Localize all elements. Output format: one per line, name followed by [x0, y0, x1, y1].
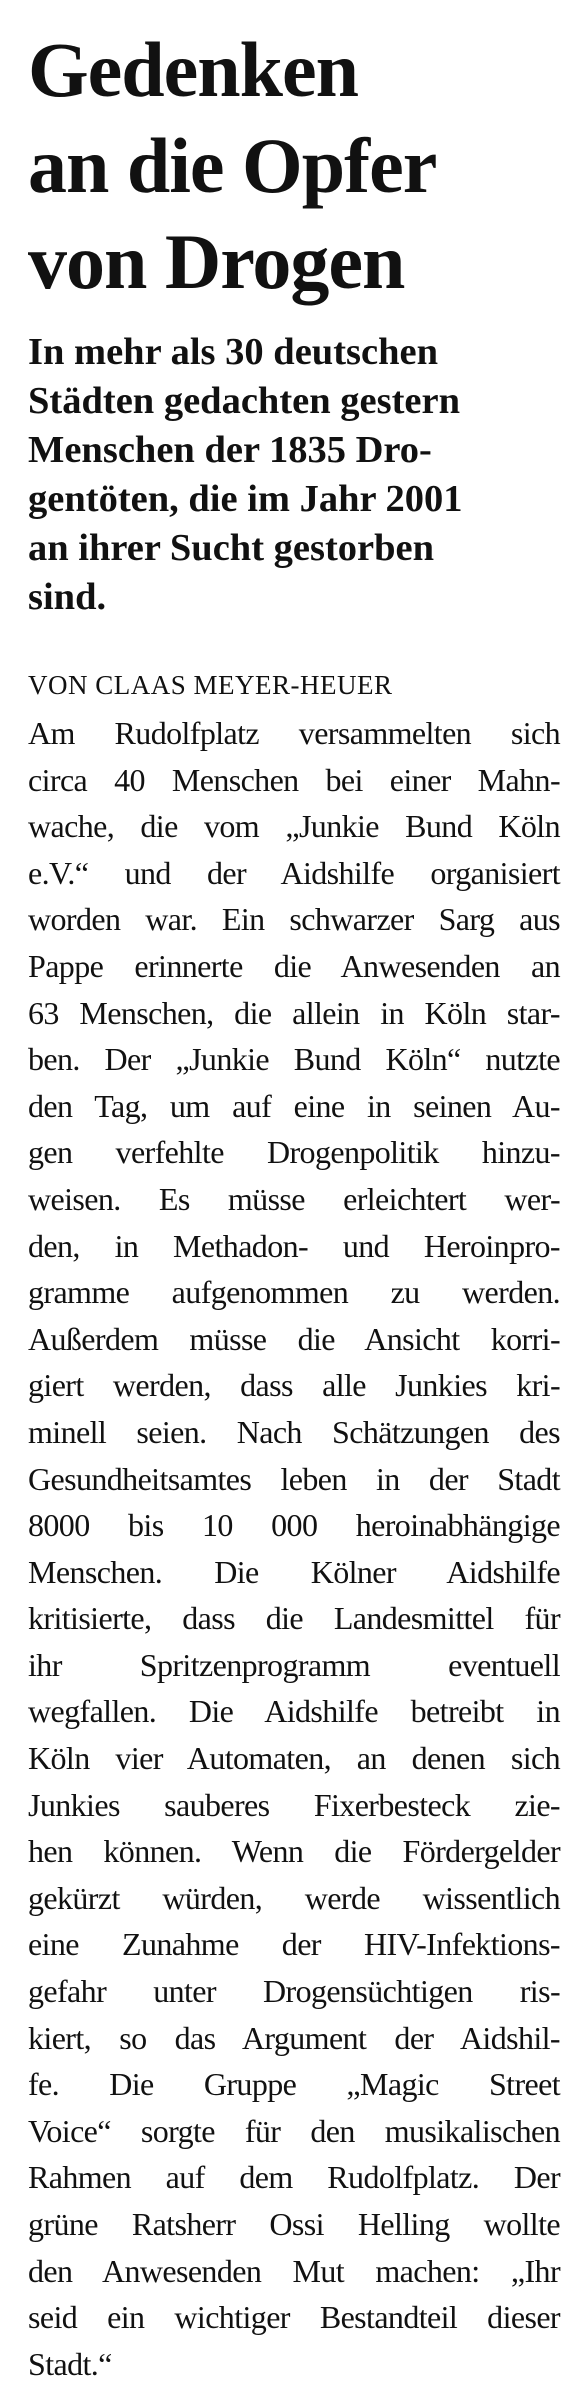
byline: VON CLAAS MEYER-HEUER [28, 670, 393, 700]
body-line: worden war. Ein schwarzer Sarg aus [28, 901, 560, 938]
body-line: gramme aufgenommen zu werden. [28, 1274, 560, 1311]
body-line: Voice“ sorgte für den musikalischen [28, 2112, 560, 2149]
body-line: wache, die vom „Junkie Bund Köln [28, 808, 560, 845]
body-line: Köln vier Automaten, an denen sich [28, 1740, 560, 1777]
body-line: wegfallen. Die Aidshilfe betreibt in [28, 1693, 560, 1730]
body-line: ben. Der „Junkie Bund Köln“ nutzte [28, 1041, 560, 1078]
body-line: gefahr unter Drogensüchtigen ris- [28, 1973, 560, 2010]
subhead-line: sind. [28, 576, 107, 618]
body-line: circa 40 Menschen bei einer Mahn- [28, 761, 560, 798]
subhead-line: Menschen der 1835 Dro- [28, 429, 432, 471]
body-line: kritisierte, dass die Landesmittel für [28, 1600, 560, 1637]
body-line: Gesundheitsamtes leben in der Stadt [28, 1460, 560, 1497]
body-line: Rahmen auf dem Rudolfplatz. Der [28, 2159, 560, 2196]
body-line: eine Zunahme der HIV-Infektions- [28, 1926, 560, 1963]
body-line: 63 Menschen, die allein in Köln star- [28, 994, 560, 1031]
body-line: minell seien. Nach Schätzungen des [28, 1413, 560, 1450]
subhead-line: Städten gedachten gestern [28, 380, 461, 422]
body-line: Außerdem müsse die Ansicht korri- [28, 1320, 560, 1357]
body-line: hen können. Wenn die Fördergelder [28, 1833, 560, 1870]
article-body [28, 710, 560, 2387]
headline-line: Gedenken [28, 26, 359, 113]
body-line: Menschen. Die Kölner Aidshilfe [28, 1553, 560, 1590]
body-line: e.V.“ und der Aidshilfe organisiert [28, 854, 560, 891]
body-line: Am Rudolfplatz versammelten sich [28, 715, 560, 751]
body-line: 8000 bis 10 000 heroinabhängige [28, 1507, 560, 1544]
body-line: den Tag, um auf eine in seinen Au- [28, 1087, 560, 1124]
body-line: ihr Spritzenprogramm eventuell [28, 1646, 560, 1683]
headline-line: an die Opfer [28, 122, 437, 209]
body-line: Junkies sauberes Fixerbesteck zie- [28, 1786, 560, 1823]
body-line: gekürzt würden, werde wissentlich [28, 1879, 560, 1916]
body-line: fe. Die Gruppe „Magic Street [28, 2066, 560, 2103]
body-line: giert werden, dass alle Junkies kri- [28, 1367, 560, 1404]
subhead-line: gentöten, die im Jahr 2001 [28, 478, 463, 520]
subhead-line: an ihrer Sucht gestorben [28, 527, 435, 569]
body-line: Stadt.“ [28, 2345, 112, 2382]
body-line: seid ein wichtiger Bestandteil dieser [28, 2299, 560, 2336]
headline [28, 22, 560, 310]
subheadline [28, 328, 560, 622]
body-line: kiert, so das Argument der Aidshil- [28, 2019, 560, 2056]
body-line: gen verfehlte Drogenpolitik hinzu- [28, 1134, 560, 1171]
body-line: Pappe erinnerte die Anwesenden an [28, 947, 560, 984]
body-line: weisen. Es müsse erleichtert wer- [28, 1180, 560, 1217]
body-line: den Anwesenden Mut machen: „Ihr [28, 2252, 560, 2289]
body-line: grüne Ratsherr Ossi Helling wollte [28, 2206, 560, 2242]
body-line: den, in Methadon- und Heroinpro- [28, 1227, 560, 1264]
headline-line: von Drogen [28, 218, 405, 305]
subhead-line: In mehr als 30 deutschen [28, 331, 439, 373]
